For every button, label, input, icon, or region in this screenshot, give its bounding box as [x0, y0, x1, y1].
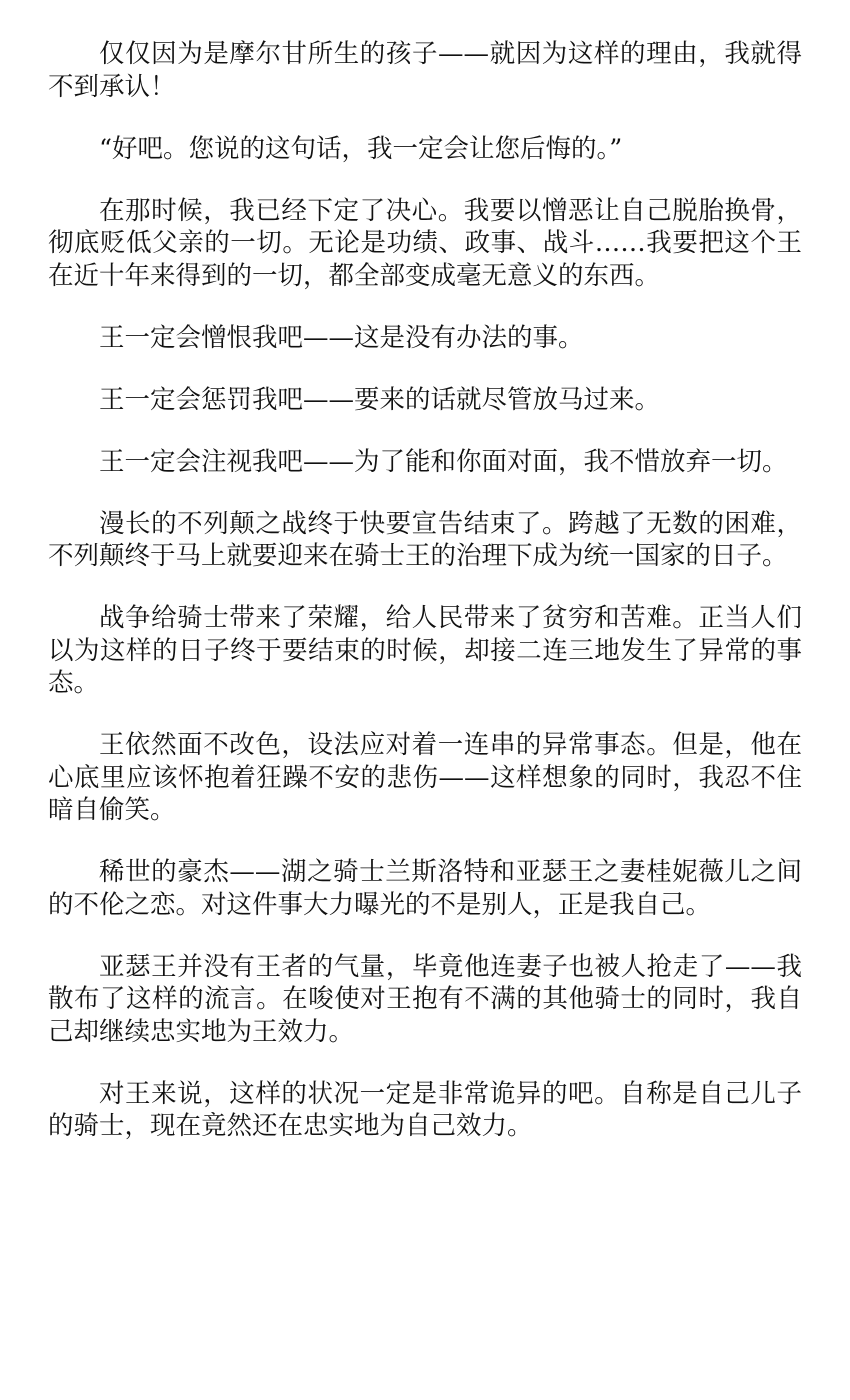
- paragraph-6: 王一定会注视我吧——为了能和你面对面，我不惜放弃一切。: [99, 446, 788, 477]
- paragraph-4: 王一定会憎恨我吧——这是没有办法的事。: [99, 322, 584, 353]
- paragraph-12: 对王来说，这样的状况一定是非常诡异的吧。自称是自己儿子的骑士，现在竟然还在忠实地为自己效力。: [48, 1078, 802, 1141]
- paragraph-11: 亚瑟王并没有王者的气量，毕竟他连妻子也被人抢走了——我散布了这样的流言。在唆使对王抱有不满的其他骑士的同时，我自己却继续忠实地为王效力。: [48, 951, 802, 1047]
- paragraph-5: 王一定会惩罚我吧——要来的话就尽管放马过来。: [99, 384, 661, 415]
- document-page: [48, 38, 802, 1172]
- paragraph-8: 战争给骑士带来了荣耀，给人民带来了贫穷和苦难。正当人们以为这样的日子终于要结束的时候，却接二连三地发生了异常的事态。: [48, 603, 802, 698]
- paragraph-10: 稀世的豪杰——湖之骑士兰斯洛特和亚瑟王之妻桂妮薇儿之间的不伦之恋。对这件事大力曝光的不是别人，正是我自己。: [48, 857, 802, 920]
- paragraph-2: “好吧。您说的这句话，我一定会让您后悔的。”: [99, 133, 623, 164]
- paragraph-7: 漫长的不列颠之战终于快要宣告结束了。跨越了无数的困难，不列颠终于马上就要迎来在骑士王的治理下成为统一国家的日子。: [48, 508, 802, 571]
- paragraph-9: 王依然面不改色，设法应对着一连串的异常事态。但是，他在心底里应该怀抱着狂躁不安的悲伤——这样想象的同时，我忍不住暗自偷笑。: [48, 730, 802, 825]
- paragraph-1: 仅仅因为是摩尔甘所生的孩子——就因为这样的理由，我就得不到承认！: [48, 39, 802, 102]
- paragraph-3: 在那时候，我已经下定了决心。我要以憎恶让自己脱胎换骨，彻底贬低父亲的一切。无论是功绩、政事、战斗……我要把这个王在近十年来得到的一切，都全部变成毫无意义的东西。: [48, 195, 802, 291]
